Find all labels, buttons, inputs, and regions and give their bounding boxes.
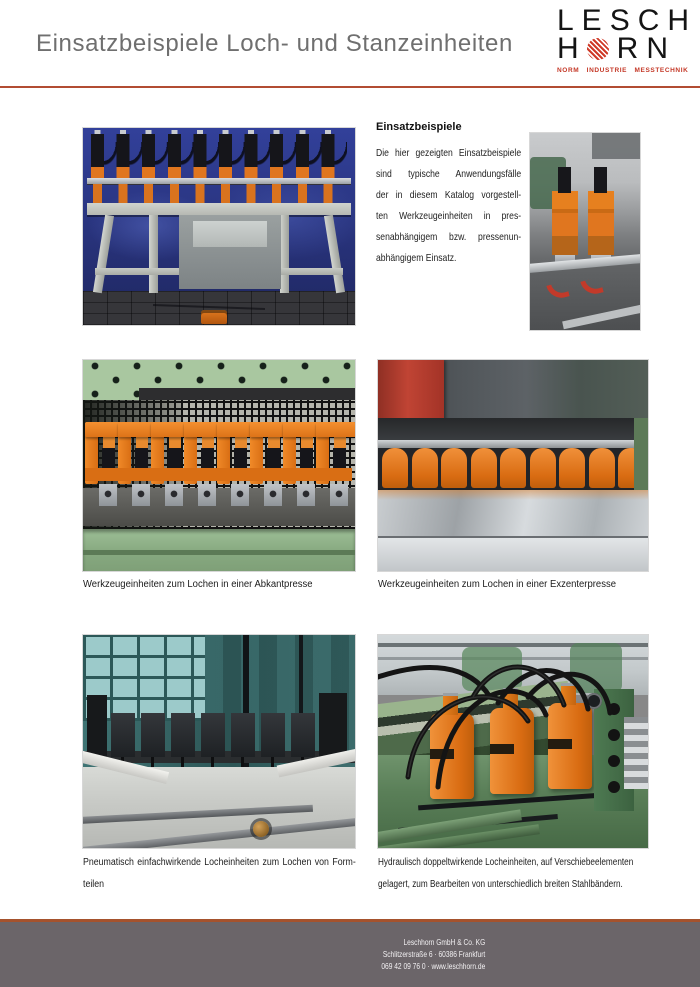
- header-rule: [0, 86, 700, 88]
- photo-detail: [330, 484, 348, 506]
- leschhorn-logo: [557, 4, 698, 74]
- photo-detail: [559, 448, 585, 488]
- photo-detail: [132, 484, 150, 506]
- photo-detail: [264, 484, 282, 506]
- photo-detail: [412, 448, 438, 488]
- photo-detail: [530, 448, 556, 488]
- photo-detail: [201, 713, 225, 757]
- foot-pedal: [201, 310, 227, 324]
- photo-detail: [297, 484, 315, 506]
- photo-detail: [382, 448, 408, 488]
- photo-detail: [179, 215, 281, 289]
- photo-detail: [217, 468, 253, 481]
- photo-detail: [184, 468, 220, 481]
- photo-detail: [151, 468, 187, 481]
- photo-detail: [500, 448, 526, 488]
- photo-detail: [91, 167, 347, 178]
- photo-detail: [378, 667, 610, 787]
- photo-detail: [165, 484, 183, 506]
- caption-line: Pneumatisch einfachwirkende Locheinheiten zum Lochen von Form-: [83, 857, 356, 868]
- photo-detail: [316, 468, 352, 481]
- photo-detail: [111, 713, 135, 757]
- logo-word-top: LESCH: [557, 4, 698, 37]
- photo-detail: [201, 448, 214, 468]
- page-title: Einsatzbeispiele Loch- und Stanzeinheiten: [36, 30, 513, 57]
- photo-detail: [171, 713, 195, 757]
- photo-detail: [471, 448, 497, 488]
- intro-line: ten Werkzeugeinheiten in pres-: [376, 210, 522, 222]
- photo-abkantpresse: [83, 360, 355, 571]
- caption-pneumatisch: [83, 852, 393, 896]
- photo-detail: [85, 468, 121, 481]
- photo-detail: [589, 448, 615, 488]
- photo-detail: [552, 191, 578, 255]
- photo-punching-units-table: [83, 128, 355, 325]
- footer-contact: 069 42 09 76 0 · www.leschhorn.de: [381, 961, 485, 971]
- photo-detail: [135, 448, 148, 468]
- photo-hydraulische-locheinheiten: [378, 635, 648, 848]
- photo-detail: [234, 448, 247, 468]
- photo-detail: [300, 448, 313, 468]
- photo-detail: [168, 448, 181, 468]
- footer-address-block: [352, 936, 485, 972]
- logo-letters-rn: RN: [616, 32, 677, 65]
- photo-detail: [102, 448, 115, 468]
- intro-heading: Einsatzbeispiele: [376, 121, 462, 133]
- intro-text-block: [376, 121, 526, 269]
- photo-units-on-rail: [530, 133, 640, 330]
- photo-detail: [283, 468, 319, 481]
- hydraulic-hoses: [378, 635, 648, 848]
- photo-detail: [291, 713, 315, 757]
- caption-abkantpresse: Werkzeugeinheiten zum Lochen in einer Abkantpresse: [83, 579, 313, 590]
- photo-detail: [267, 448, 280, 468]
- intro-line: abhängigem Einsatz.: [376, 252, 457, 264]
- photo-detail: [231, 713, 255, 757]
- photo-detail: [231, 484, 249, 506]
- photo-detail: [588, 191, 614, 255]
- logo-word-bottom: [557, 32, 689, 65]
- intro-line: senabhängigem bzw. pressenun-: [376, 231, 522, 243]
- photo-detail: [634, 418, 648, 490]
- photo-detail: [280, 215, 289, 293]
- logo-hatched-o-icon: [587, 38, 609, 60]
- photo-detail: [250, 468, 286, 481]
- photo-detail: [253, 821, 269, 837]
- footer-address: Schlitzerstraße 6 · 60386 Frankfurt: [382, 949, 485, 959]
- photo-detail: [118, 468, 154, 481]
- photo-pneumatische-locheinheiten: [83, 635, 355, 848]
- caption-line: teilen: [83, 879, 105, 890]
- photo-detail: [378, 536, 648, 571]
- photo-detail: [141, 713, 165, 757]
- photo-detail: [441, 448, 467, 488]
- intro-line: der in diesem Katalog vorgestell-: [376, 189, 522, 201]
- photo-detail: [83, 550, 355, 555]
- caption-line: gelagert, zum Bearbeiten von unterschiedlich breiten Stahlbändern.: [378, 879, 623, 890]
- photo-detail: [99, 484, 117, 506]
- photo-detail: [261, 713, 285, 757]
- intro-line: Die hier gezeigten Einsatzbeispiele: [376, 147, 522, 159]
- logo-letter-h: H: [557, 32, 587, 65]
- photo-detail: [333, 448, 346, 468]
- caption-exzenterpresse: Werkzeugeinheiten zum Lochen in einer Exzenterpresse: [378, 579, 616, 590]
- caption-line: Hydraulisch doppeltwirkende Locheinheiten, auf Verschiebeelementen: [378, 857, 634, 868]
- photo-detail: [93, 184, 349, 203]
- footer-company: Leschhorn GmbH & Co. KG: [403, 937, 485, 947]
- caption-hydraulisch: [378, 852, 700, 896]
- photo-detail: [316, 422, 355, 492]
- photo-detail: [193, 221, 267, 247]
- photo-detail: [198, 484, 216, 506]
- photo-detail: [530, 133, 640, 330]
- logo-tagline: NORM INDUSTRIE MESSTECHNIK: [557, 67, 689, 74]
- photo-detail: [87, 203, 351, 215]
- photo-detail: [378, 490, 648, 500]
- footer-band: [0, 922, 700, 987]
- photo-exzenterpresse: [378, 360, 648, 571]
- photo-detail: [91, 134, 347, 167]
- photo-detail: [149, 215, 158, 293]
- intro-line: sind typische Anwendungsfälle: [376, 168, 522, 180]
